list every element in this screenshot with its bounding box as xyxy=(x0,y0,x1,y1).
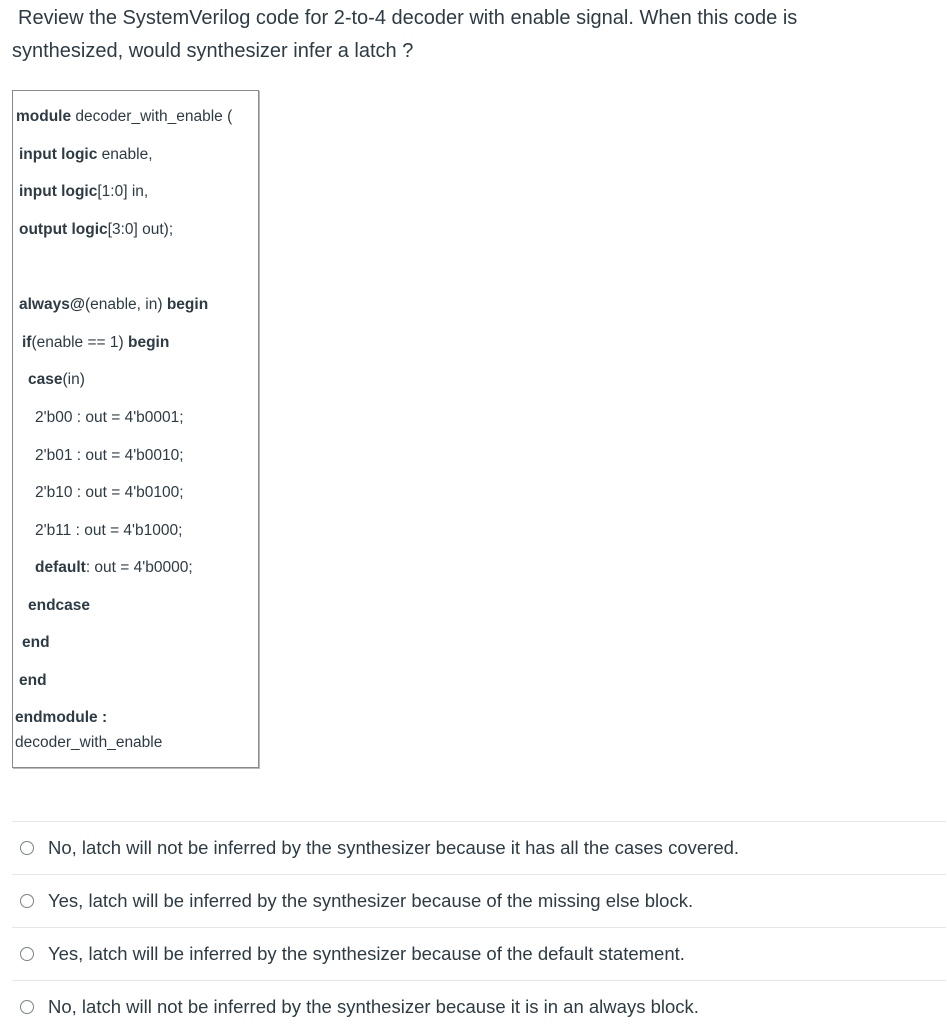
code-keyword: output logic xyxy=(19,221,108,238)
code-keyword: case xyxy=(28,371,63,388)
answer-option[interactable] xyxy=(12,821,946,874)
code-keyword: begin xyxy=(127,334,170,351)
code-line xyxy=(19,145,153,165)
answer-options xyxy=(12,821,946,1033)
code-block xyxy=(12,90,259,768)
code-line xyxy=(19,671,47,691)
answer-option[interactable] xyxy=(12,980,946,1033)
code-line xyxy=(28,370,85,390)
answer-option-label[interactable]: Yes, latch will be inferred by the synthesizer because of the default statement. xyxy=(48,943,685,964)
code-text: enable, xyxy=(97,146,153,163)
code-keyword: default xyxy=(35,559,86,576)
question-line-1: Review the SystemVerilog code for 2-to-4 decoder with enable signal. When this code is xyxy=(18,7,798,29)
code-keyword: input logic xyxy=(19,183,98,200)
code-keyword: input logic xyxy=(19,146,98,163)
code-text: : out = 4'b0000; xyxy=(85,559,193,576)
answer-option-label[interactable]: No, latch will not be inferred by the synthesizer because it has all the cases covered. xyxy=(48,837,740,858)
code-text: (enable == 1) xyxy=(31,334,128,351)
code-line: decoder_with_enable xyxy=(15,734,163,751)
code-keyword: end xyxy=(22,634,50,651)
code-line xyxy=(22,633,50,653)
radio-button[interactable] xyxy=(20,947,34,961)
code-text: [3:0] out); xyxy=(107,221,174,238)
code-text: (in) xyxy=(62,371,85,388)
code-line: 2'b01 : out = 4'b0010; xyxy=(35,447,184,464)
code-line xyxy=(19,220,173,240)
code-keyword: always@ xyxy=(19,296,85,313)
code-line xyxy=(22,333,169,353)
question-text xyxy=(12,2,932,68)
question-line-2: synthesized, would synthesizer infer a latch ? xyxy=(12,40,414,62)
radio-button[interactable] xyxy=(20,841,34,855)
code-line xyxy=(28,596,90,616)
radio-button[interactable] xyxy=(20,1000,34,1014)
answer-option-label[interactable]: No, latch will not be inferred by the synthesizer because it is in an always block. xyxy=(48,996,699,1017)
code-text: [1:0] in, xyxy=(97,183,149,200)
code-line: 2'b10 : out = 4'b0100; xyxy=(35,484,184,501)
code-keyword: if xyxy=(22,334,32,351)
code-text: decoder_with_enable ( xyxy=(71,108,233,125)
code-keyword: end xyxy=(19,672,47,689)
code-keyword: module xyxy=(16,108,72,125)
code-line xyxy=(35,558,193,578)
answer-option[interactable] xyxy=(12,874,946,927)
code-line xyxy=(19,182,148,202)
code-line: 2'b00 : out = 4'b0001; xyxy=(35,409,184,426)
radio-button[interactable] xyxy=(20,894,34,908)
code-line: 2'b11 : out = 4'b1000; xyxy=(35,522,183,539)
answer-option-label[interactable]: Yes, latch will be inferred by the synthesizer because of the missing else block. xyxy=(48,890,694,911)
code-line xyxy=(15,708,107,728)
code-line xyxy=(19,295,208,315)
code-keyword: endmodule : xyxy=(15,709,108,726)
code-line xyxy=(16,107,232,127)
code-text: (enable, in) xyxy=(84,296,167,313)
code-keyword: endcase xyxy=(28,597,91,614)
answer-option[interactable] xyxy=(12,927,946,980)
code-keyword: begin xyxy=(166,296,209,313)
